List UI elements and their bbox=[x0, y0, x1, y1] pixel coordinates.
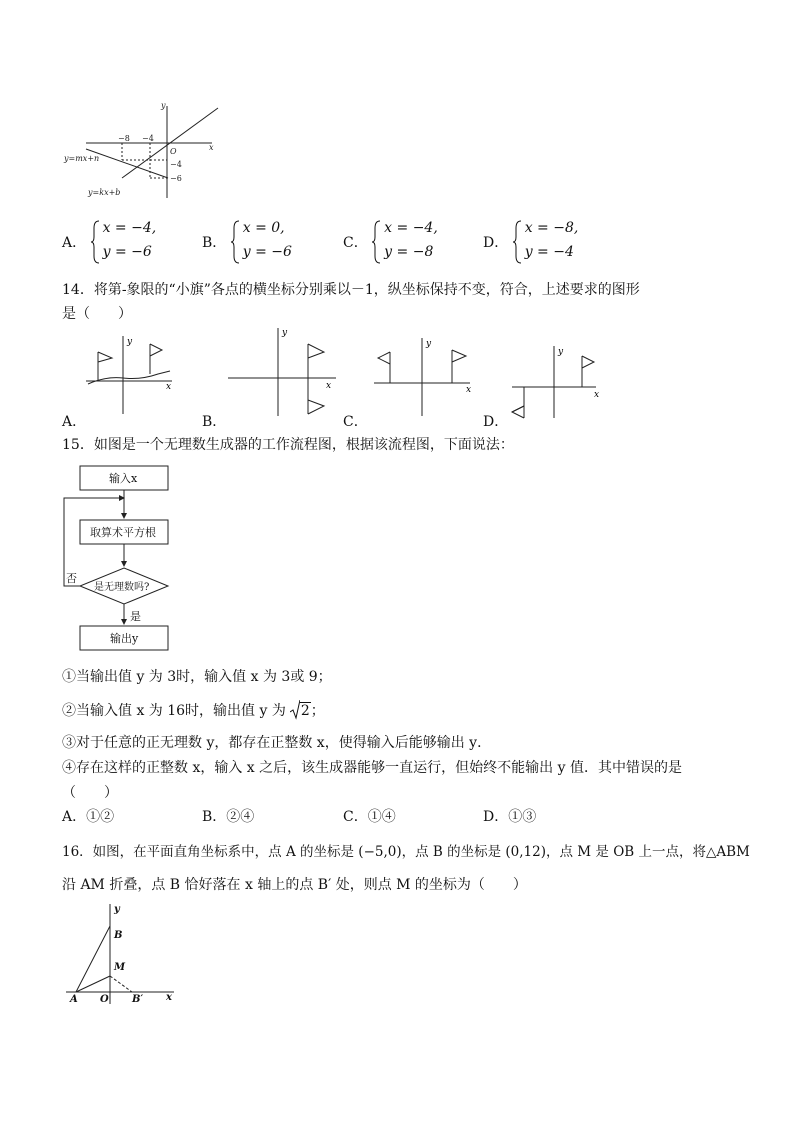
q16-x-label: x bbox=[166, 992, 172, 1003]
q16-point-bprime: B′ bbox=[132, 994, 144, 1005]
equation-system: x = −4, y = −8 bbox=[372, 220, 382, 264]
q13-line2-label: y=kx+b bbox=[88, 188, 121, 197]
flow-yes-label: 是 bbox=[130, 610, 141, 623]
flow-input-text: 输入x bbox=[109, 472, 138, 485]
q13-origin: O bbox=[170, 147, 177, 156]
q15-stem: 15．如图是一个无理数生成器的工作流程图，根据该流程图，下面说法： bbox=[62, 437, 514, 453]
q14-stem-line1: 14．将第-象限的“小旗”各点的横坐标分别乘以－1，纵坐标保持不变，符合，上述要求的图形 bbox=[62, 282, 640, 298]
equation-system: x = −4, y = −6 bbox=[91, 220, 101, 264]
q16-point-a: A bbox=[70, 994, 78, 1005]
q14-option-c[interactable]: C． bbox=[343, 414, 368, 430]
q16-y-label: y bbox=[114, 904, 120, 915]
q15-statement-1: ①当输出值 y 为 3时，输入值 x 为 3或 9； bbox=[62, 669, 332, 685]
q13-option-a[interactable]: A． x = −4, y = −6 bbox=[62, 220, 101, 264]
q15-option-c[interactable]: C．①④ bbox=[343, 809, 396, 825]
q16-stem-line1: 16．如图，在平面直角坐标系中，点 A 的坐标是 (−5,0)，点 B 的坐标是 (0,12)，点 M 是 OB 上一点，将△ABM bbox=[62, 844, 750, 860]
q14-figure-a bbox=[86, 334, 178, 416]
flow-check-text: 是无理数吗? bbox=[94, 582, 150, 593]
q13-tick-x1: −8 bbox=[118, 134, 130, 143]
q15-option-b[interactable]: B．②④ bbox=[202, 809, 255, 825]
q13-tick-y1: −4 bbox=[170, 160, 182, 169]
flow-output-text: 输出y bbox=[110, 632, 139, 645]
q13-x-label: x bbox=[209, 143, 214, 152]
q16-origin: O bbox=[100, 994, 109, 1005]
q15-statement-4: ④存在这样的正整数 x，输入 x 之后，该生成器能够一直运行，但始终不能输出 y 值．其中错误的是 bbox=[62, 760, 682, 776]
equation-system: x = 0, y = −6 bbox=[231, 220, 241, 264]
q13-option-c[interactable]: C． x = −4, y = −8 bbox=[343, 220, 382, 264]
q14-stem-line2: 是（ ） bbox=[62, 306, 132, 322]
q14-figure-b bbox=[228, 326, 338, 418]
q16-point-m: M bbox=[114, 962, 126, 973]
equation-system: x = −8, y = −4 bbox=[513, 220, 523, 264]
q16-figure bbox=[66, 900, 178, 1006]
q13-tick-y2: −6 bbox=[170, 174, 182, 183]
q14-b-x-label: x bbox=[326, 381, 332, 391]
q15-flowchart bbox=[60, 460, 180, 658]
q14-c-x-label: x bbox=[466, 385, 472, 395]
q13-option-b[interactable]: B． x = 0, y = −6 bbox=[202, 220, 241, 264]
q14-b-y-label: y bbox=[282, 328, 288, 338]
q13-tick-x2: −4 bbox=[142, 134, 154, 143]
flow-no-label: 否 bbox=[66, 572, 77, 585]
radical-sign-icon bbox=[290, 700, 300, 720]
q14-figure-d bbox=[510, 344, 602, 420]
q13-y-label: y bbox=[161, 101, 166, 110]
q14-d-x-label: x bbox=[594, 390, 600, 400]
q14-option-b[interactable]: B． bbox=[202, 414, 227, 430]
q13-line1-label: y=mx+n bbox=[64, 154, 100, 163]
q16-stem-line2: 沿 AM 折叠，点 B 恰好落在 x 轴上的点 B′ 处，则点 M 的坐标为（ ） bbox=[62, 877, 527, 893]
q13-option-d[interactable]: D． x = −8, y = −4 bbox=[483, 220, 523, 264]
q15-option-a[interactable]: A．①② bbox=[62, 809, 115, 825]
q14-a-x-label: x bbox=[166, 382, 172, 392]
q16-point-b: B bbox=[114, 930, 123, 941]
q14-d-y-label: y bbox=[558, 347, 564, 357]
q15-answer-paren: （ ） bbox=[62, 785, 118, 801]
q14-a-y-label: y bbox=[127, 337, 133, 347]
flow-sqrt-text: 取算术平方根 bbox=[90, 526, 156, 539]
q14-c-y-label: y bbox=[426, 339, 432, 349]
q14-figure-c bbox=[374, 336, 474, 418]
q14-option-d[interactable]: D． bbox=[483, 414, 509, 430]
q13-graph bbox=[62, 100, 222, 200]
q15-statement-3: ③对于任意的正无理数 y，都存在正整数 x，使得输入后能够输出 y． bbox=[62, 735, 492, 751]
sqrt-symbol: 2 bbox=[290, 700, 311, 720]
q15-option-d[interactable]: D．①③ bbox=[483, 809, 537, 825]
q14-option-a[interactable]: A． bbox=[62, 414, 87, 430]
q15-statement-2: ②当输入值 x 为 16时，输出值 y 为 2； bbox=[62, 700, 325, 720]
